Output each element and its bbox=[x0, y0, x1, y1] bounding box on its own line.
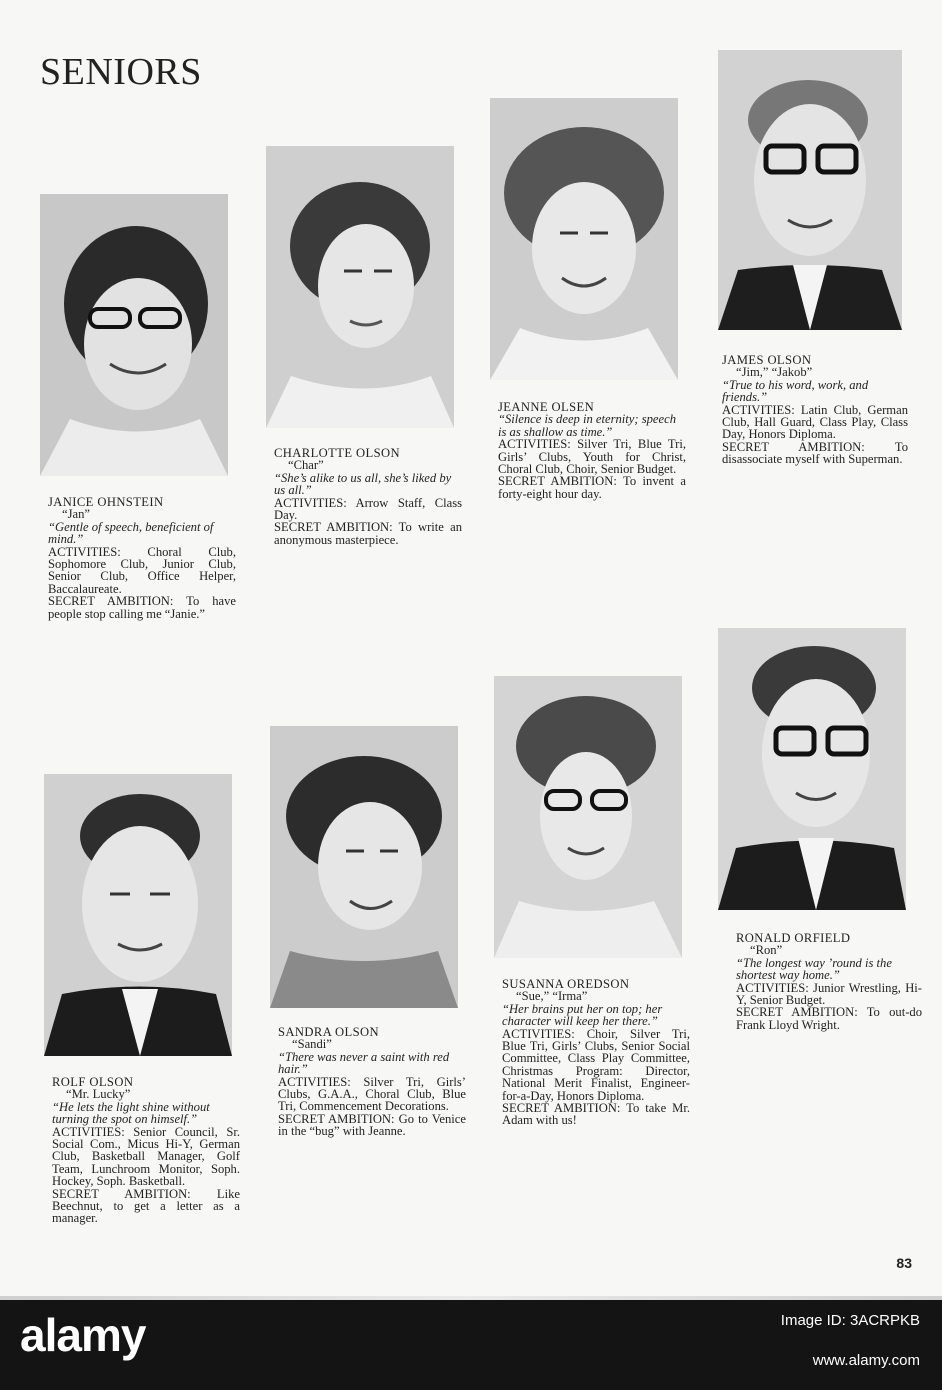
senior-entry bbox=[48, 496, 236, 620]
senior-entry bbox=[52, 1076, 240, 1225]
senior-quote: “She’s alike to us all, she’s liked by us all.” bbox=[274, 470, 452, 498]
senior-ambition: SECRET AMBITION: To out-do Frank Lloyd Wright. bbox=[736, 1005, 922, 1032]
senior-nickname: “Jim,” “Jakob” bbox=[736, 365, 813, 380]
portrait-photo bbox=[718, 628, 906, 910]
senior-activities: ACTIVITIES: Arrow Staff, Class Day. bbox=[274, 495, 462, 523]
senior-activities: ACTIVITIES: Latin Club, German Club, Hall Guard, Class Play, Class Day, Honors Diploma. bbox=[722, 402, 908, 442]
senior-name: RONALD ORFIELD bbox=[736, 931, 851, 945]
page-title: SENIORS bbox=[40, 51, 202, 93]
senior-nickname: “Sue,” “Irma” bbox=[516, 989, 588, 1004]
senior-quote: “Her brains put her on top; her character will keep her there.” bbox=[502, 1001, 663, 1029]
portrait-photo bbox=[494, 676, 682, 958]
senior-quote: “Gentle of speech, beneficient of mind.” bbox=[48, 519, 214, 547]
senior-name: JANICE OHNSTEIN bbox=[48, 495, 164, 509]
senior-ambition: SECRET AMBITION: Like Beechnut, to get a letter as a manager. bbox=[52, 1186, 240, 1226]
senior-ambition: SECRET AMBITION: To have people stop calling me “Janie.” bbox=[48, 594, 236, 621]
senior-ambition: SECRET AMBITION: To invent a forty-eight hour day. bbox=[498, 474, 686, 501]
senior-nickname: “Jan” bbox=[62, 507, 90, 522]
senior-ambition: SECRET AMBITION: To take Mr. Adam with us! bbox=[502, 1101, 690, 1128]
portrait-photo bbox=[490, 98, 678, 380]
senior-name: SANDRA OLSON bbox=[278, 1025, 380, 1039]
senior-nickname: “Char” bbox=[288, 458, 324, 473]
senior-name: CHARLOTTE OLSON bbox=[274, 446, 400, 460]
senior-entry bbox=[502, 978, 690, 1127]
senior-activities: ACTIVITIES: Silver Tri, Girls’ Clubs, G.A.A., Choral Club, Blue Tri, Commencement Decorations. bbox=[278, 1074, 466, 1114]
senior-entry bbox=[278, 1026, 466, 1138]
senior-ambition: SECRET AMBITION: To write an anonymous masterpiece. bbox=[274, 520, 462, 547]
brand-logo: alamy bbox=[20, 1309, 146, 1361]
portrait-photo bbox=[718, 50, 902, 330]
page-number: 83 bbox=[896, 1255, 912, 1271]
senior-entry bbox=[498, 401, 686, 500]
senior-nickname: “Mr. Lucky” bbox=[66, 1087, 131, 1102]
senior-name: SUSANNA OREDSON bbox=[502, 977, 630, 991]
senior-activities: ACTIVITIES: Silver Tri, Blue Tri, Girls’ Clubs, Youth for Christ, Choral Club, Choir, Senior Budget. bbox=[498, 437, 686, 477]
senior-entry bbox=[736, 932, 922, 1031]
senior-name: JAMES OLSON bbox=[722, 353, 812, 367]
senior-ambition: SECRET AMBITION: Go to Venice in the “bug” with Jeanne. bbox=[278, 1111, 466, 1139]
senior-activities: ACTIVITIES: Choir, Silver Tri, Blue Tri, Girls’ Clubs, Senior Social Committee, Class Play Committee, Christmas Program: Director, National Merit Finalist, Engineer-for-a-Day, Honors Diploma. bbox=[502, 1026, 690, 1103]
senior-activities: ACTIVITIES: Senior Council, Sr. Social Com., Micus Hi-Y, German Club, Basketball Manager, Golf Team, Lunchroom Monitor, Soph. Hockey, Soph. Basketball. bbox=[52, 1124, 240, 1189]
senior-activities: ACTIVITIES: Choral Club, Sophomore Club, Junior Club, Senior Club, Office Helper, Baccalaureate. bbox=[48, 544, 236, 596]
senior-entry bbox=[274, 447, 462, 546]
senior-quote: “True to his word, work, and friends.” bbox=[722, 377, 869, 405]
senior-name: JEANNE OLSEN bbox=[498, 400, 595, 414]
senior-nickname: “Sandi” bbox=[292, 1037, 332, 1052]
senior-entry bbox=[722, 354, 908, 466]
portrait-photo bbox=[44, 774, 232, 1056]
senior-quote: “He lets the light shine without turning the spot on himself.” bbox=[52, 1099, 210, 1127]
senior-ambition: SECRET AMBITION: To disassociate myself with Superman. bbox=[722, 439, 908, 467]
portrait-photo bbox=[40, 194, 228, 476]
senior-quote: “The longest way ’round is the shortest way home.” bbox=[736, 955, 892, 983]
senior-quote: “There was never a saint with red hair.” bbox=[278, 1049, 450, 1077]
senior-nickname: “Ron” bbox=[750, 943, 783, 958]
portrait-photo bbox=[266, 146, 454, 428]
senior-activities: ACTIVITIES: Junior Wrestling, Hi-Y, Senior Budget. bbox=[736, 980, 922, 1008]
senior-name: ROLF OLSON bbox=[52, 1075, 134, 1089]
senior-quote: “Silence is deep in eternity; speech is as shallow as time.” bbox=[498, 412, 676, 439]
image-id-label: Image ID: 3ACRPKB bbox=[780, 1312, 920, 1329]
site-url: www.alamy.com bbox=[812, 1352, 920, 1369]
portrait-photo bbox=[270, 726, 458, 1008]
